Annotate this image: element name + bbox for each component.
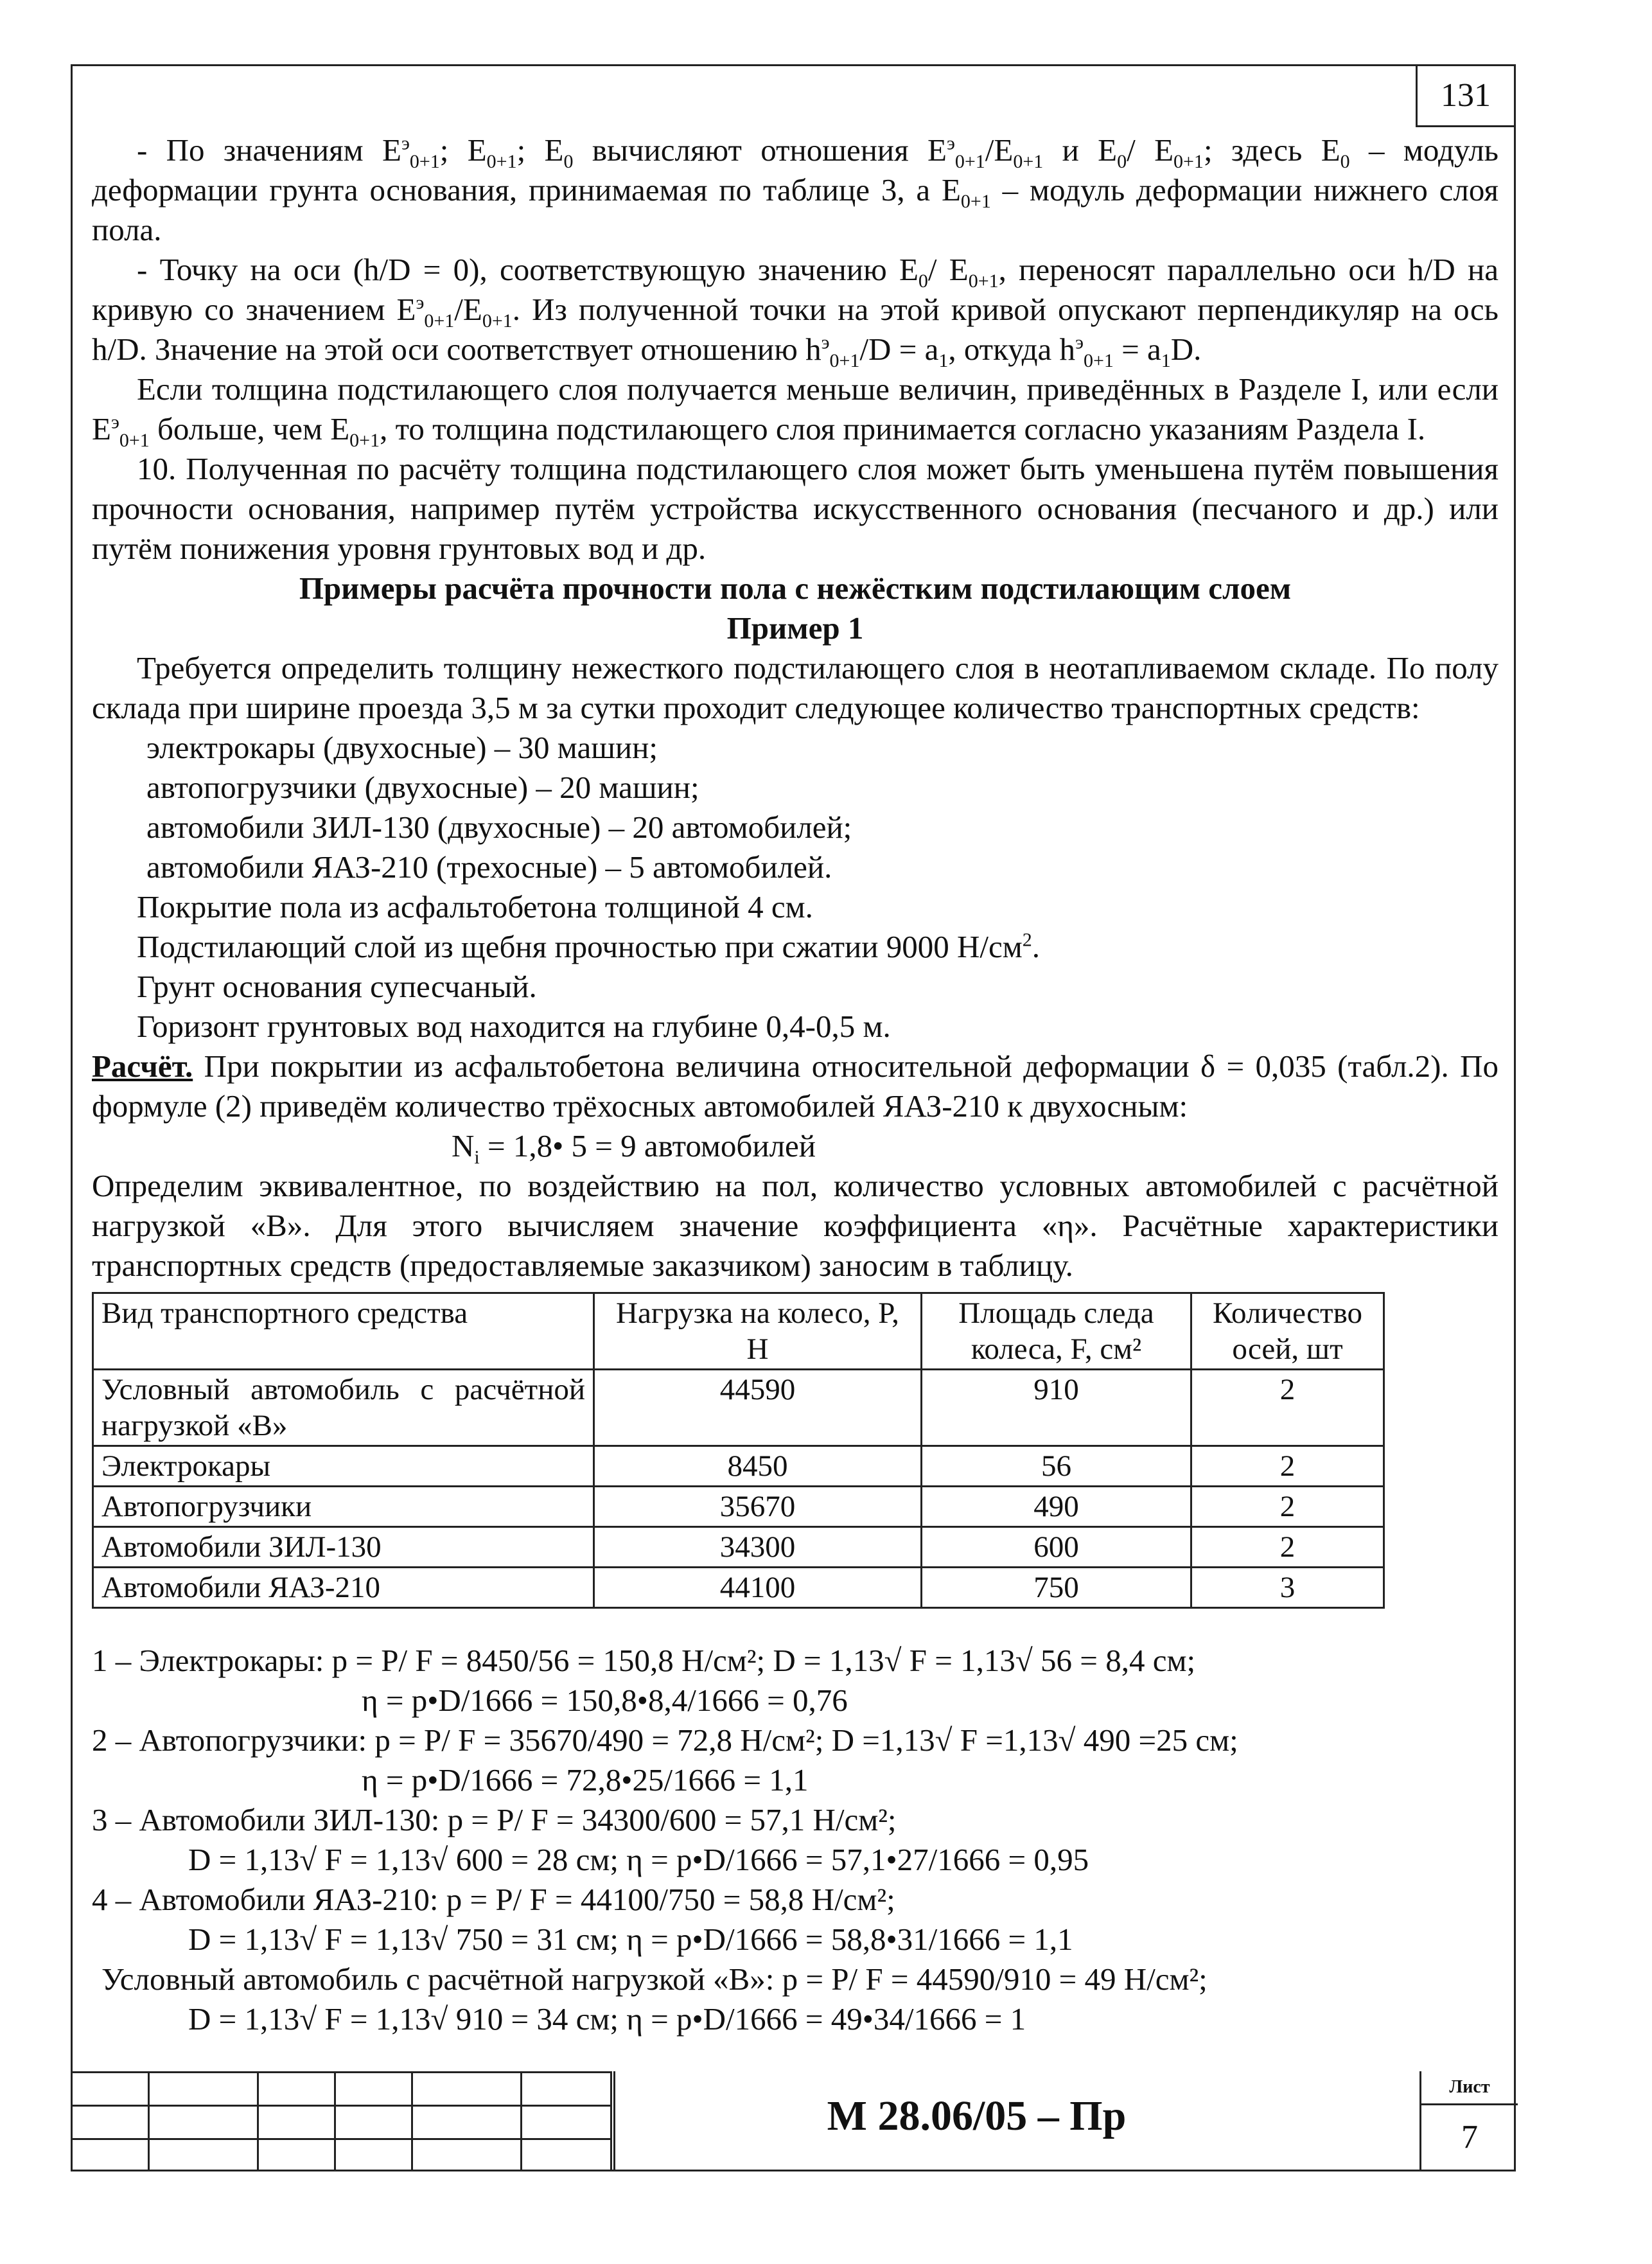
calc-line: η = p•D/1666 = 72,8•25/1666 = 1,1	[362, 1762, 809, 1798]
table-row	[93, 1446, 1384, 1487]
list-item: автомобили ЗИЛ-130 (двухосные) – 20 автомобилей;	[146, 809, 852, 845]
table-cell: 44590	[594, 1370, 922, 1446]
list-item: Покрытие пола из асфальтобетона толщиной 4 см.	[137, 889, 813, 924]
paragraph-1: - По значениям $E^э_{0+1}$; $E_{0+1}$; $E_0$ вычисляют отношения $E^э_{0+1}/E_{0+1}$ и $E_0/$ $E_{0+1}$; здесь $E_0$ – модуль деформации грунта основания, принимаемая по таблице 3, а $E_{0+1}$ – модуль деформации нижнего слоя пола.	[92, 132, 1499, 247]
vehicle-list	[92, 728, 1498, 887]
calc-line: D = 1,13√ F = 1,13√ 750 = 31 см; η = p•D/1666 = 58,8•31/1666 = 1,1	[188, 1922, 1073, 1957]
table-cell: 3	[1191, 1568, 1384, 1608]
calc-line: D = 1,13√ F = 1,13√ 910 = 34 см; η = p•D/1666 = 49•34/1666 = 1	[188, 2001, 1026, 2037]
paragraph-7: Определим эквивалентное, по воздействию на пол, количество условных автомобилей с расчётной нагрузкой «В». Для этого вычисляем значение коэффициента «η». Расчётные характеристики транспортных средств (предоставляемые заказчиком) заносим в таблицу.	[92, 1168, 1498, 1283]
calc-line: 3 – Автомобили ЗИЛ-130: p = P/ F = 34300/600 = 57,1 Н/см²;	[92, 1802, 897, 1837]
list-item: автопогрузчики (двухосные) – 20 машин;	[146, 770, 699, 805]
list-item: Горизонт грунтовых вод находится на глубине 0,4-0,5 м.	[137, 1009, 891, 1044]
sheet-box	[1419, 2071, 1518, 2171]
section-heading: Примеры расчёта прочности пола с нежёстким подстилающим слоем	[299, 570, 1292, 606]
table-cell: 2	[1191, 1370, 1384, 1446]
table-cell: 2	[1191, 1446, 1384, 1487]
table-cell: Автопогрузчики	[93, 1487, 594, 1527]
calc-line: Условный автомобиль с расчётной нагрузкой «В»: p = P/ F = 44590/910 = 49 Н/см²;	[101, 1961, 1208, 1997]
table-cell: 490	[922, 1487, 1191, 1527]
example-heading: Пример 1	[726, 610, 864, 646]
table-cell: 56	[922, 1446, 1191, 1487]
table-cell: Автомобили ЯАЗ-210	[93, 1568, 594, 1608]
title-block-grid	[71, 2071, 610, 2171]
paragraph-6: Расчёт. При покрытии из асфальтобетона величина относительной деформации δ = 0,035 (табл.2). По формуле (2) приведём количество трёхосных автомобилей ЯАЗ-210 к двухосным:	[92, 1048, 1498, 1124]
conditions-list	[92, 887, 1498, 1047]
page-number: 131	[1416, 64, 1516, 127]
table-cell: 2	[1191, 1487, 1384, 1527]
table-cell: 600	[922, 1527, 1191, 1568]
paragraph-2: - Точку на оси (h/D = 0), соответствующую значению $E_0/$ $E_{0+1}$, переносят параллельно оси h/D на кривую со значением $E^э_{0+1}/E_{0+1}$. Из полученной точки на этой кривой опускают перпендикуляр на ось h/D. Значение на этой оси соответствует отношению $h^э_{0+1}/D = a_1$, откуда $h^э_{0+1} = a_1D$.	[92, 252, 1498, 371]
calc-line: 4 – Автомобили ЯАЗ-210: p = P/ F = 44100/750 = 58,8 Н/см²;	[92, 1882, 895, 1917]
list-item: Подстилающий слой из щебня прочностью при сжатии 9000 $Н/см^2$.	[137, 929, 1040, 964]
vehicle-table	[92, 1292, 1385, 1609]
document-body	[92, 130, 1498, 2039]
calc-line: η = p•D/1666 = 150,8•8,4/1666 = 0,76	[362, 1683, 848, 1718]
table-cell: 35670	[594, 1487, 922, 1527]
calc-line: D = 1,13√ F = 1,13√ 600 = 28 см; η = p•D/1666 = 57,1•27/1666 = 0,95	[188, 1842, 1089, 1877]
table-header: Вид транспортного средства	[93, 1293, 594, 1370]
table-cell: 44100	[594, 1568, 922, 1608]
list-item: Грунт основания супесчаный.	[137, 969, 537, 1004]
calc-label: Расчёт.	[92, 1048, 193, 1084]
table-header: Количество осей, шт	[1191, 1293, 1384, 1370]
page-frame	[71, 64, 1516, 2171]
table-header-row	[93, 1293, 1384, 1370]
table-row	[93, 1568, 1384, 1608]
table-cell: 8450	[594, 1446, 922, 1487]
paragraph-5: Требуется определить толщину нежесткого подстилающего слоя в неотапливаемом складе. По полу склада при ширине проезда 3,5 м за сутки проходит следующее количество транспортных средств:	[92, 650, 1498, 725]
calculations	[92, 1641, 1498, 2039]
table-cell: 910	[922, 1370, 1191, 1446]
document-code: М 28.06/05 – Пр	[613, 2071, 1338, 2171]
table-cell: 34300	[594, 1527, 922, 1568]
calc-line: 2 – Автопогрузчики: p = P/ F = 35670/490 = 72,8 Н/см²; D =1,13√ F =1,13√ 490 =25 см;	[92, 1722, 1238, 1758]
table-row	[93, 1370, 1384, 1446]
table-cell: Автомобили ЗИЛ-130	[93, 1527, 594, 1568]
sheet-number: 7	[1461, 2119, 1478, 2155]
table-header: Площадь следа колеса, F, см²	[922, 1293, 1191, 1370]
title-block	[71, 2071, 1516, 2171]
calc-line: 1 – Электрокары: p = P/ F = 8450/56 = 150,8 Н/см²; D = 1,13√ F = 1,13√ 56 = 8,4 см;	[92, 1643, 1196, 1678]
list-item: электрокары (двухосные) – 30 машин;	[146, 730, 658, 765]
table-cell: 750	[922, 1568, 1191, 1608]
paragraph-4: 10. Полученная по расчёту толщина подстилающего слоя может быть уменьшена путём повышения прочности основания, например путём устройства искусственного основания (песчаного и др.) или путём понижения уровня грунтовых вод и др.	[92, 451, 1498, 566]
table-cell: Электрокары	[93, 1446, 594, 1487]
table-cell: 2	[1191, 1527, 1384, 1568]
table-header: Нагрузка на колесо, P, Н	[594, 1293, 922, 1370]
formula-ni: $N_i$ = 1,8• 5 = 9 автомобилей	[452, 1128, 816, 1168]
table-row	[93, 1487, 1384, 1527]
list-item: автомобили ЯАЗ-210 (трехосные) – 5 автомобилей.	[146, 849, 832, 885]
sheet-label: Лист	[1421, 2071, 1518, 2105]
paragraph-3: Если толщина подстилающего слоя получается меньше величин, приведённых в Разделе I, или если $E^э_{0+1}$ больше, чем $E_{0+1}$, то толщина подстилающего слоя принимается согласно указаниям Раздела I.	[92, 371, 1498, 451]
table-cell: Условный автомобиль с расчётной нагрузкой «В»	[93, 1370, 594, 1446]
table-row	[93, 1527, 1384, 1568]
